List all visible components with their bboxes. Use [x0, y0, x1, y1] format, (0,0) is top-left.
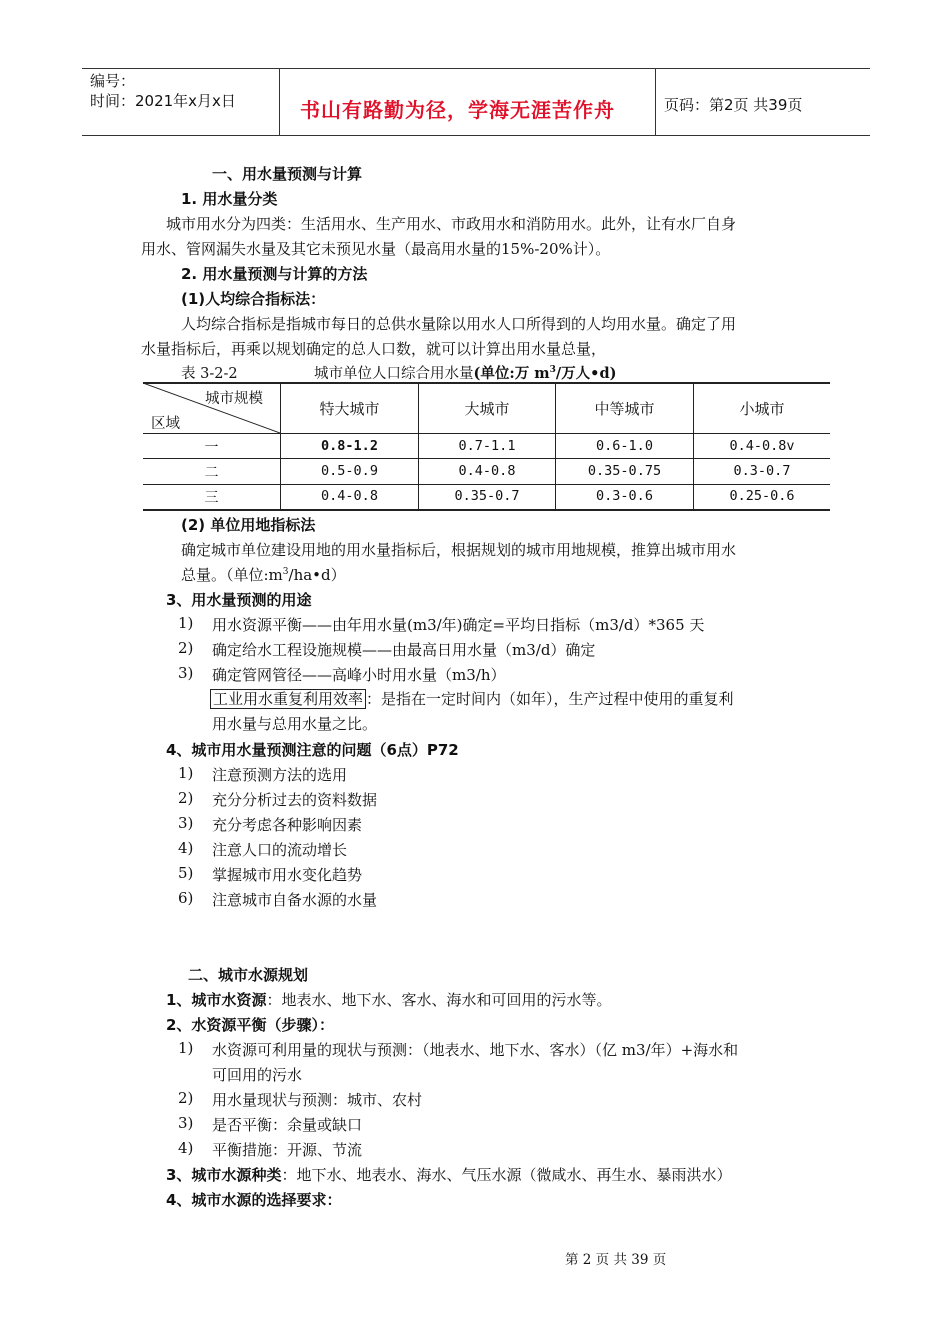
table-rule-header: [143, 433, 830, 434]
list-item: 是否平衡：余量或缺口: [212, 1116, 363, 1134]
table-row-region: 二: [204, 465, 219, 481]
table-cell: 0.7-1.1: [458, 438, 516, 454]
heading-forecast-uses: 3、用水量预测的用途: [166, 591, 312, 609]
header-page-info: 页码：第2页 共39页: [664, 96, 803, 114]
list-item-num: 2): [178, 639, 194, 657]
paragraph-water-source-types: 3、城市水源种类：地下水、地表水、海水、气压水源（微咸水、再生水、暴雨洪水）: [166, 1166, 732, 1184]
list-item-num: 1): [178, 1039, 194, 1057]
section2-title: 二、城市水源规划: [188, 966, 309, 984]
table-corner-scale-label: 城市规模: [205, 391, 263, 407]
table-row-region: 一: [204, 440, 219, 456]
footer-page-number: 第 2 页 共 39 页: [565, 1252, 667, 1268]
table-header-cell: 小城市: [739, 400, 785, 418]
list-item: 掌握城市用水变化趋势: [212, 866, 363, 884]
list-item-num: 5): [178, 864, 194, 882]
table-cell: 0.6-1.0: [596, 438, 653, 454]
heading-source-selection: 4、城市水源的选择要求：: [166, 1191, 342, 1209]
paragraph-classification-line2: 用水、管网漏失水量及其它未预见水量（最高用水量的15%-20%计）。: [141, 240, 611, 258]
list-item-num: 2): [178, 1089, 194, 1107]
heading-unit-land-method: (2) 单位用地指标法: [181, 516, 316, 534]
table-row-region: 三: [204, 490, 219, 506]
header-divider-right: [655, 68, 656, 136]
table-rule-bottom: [143, 509, 830, 511]
table-caption-unit: (单位:万 $m^3/$万人•d): [473, 365, 617, 382]
heading-forecast-notes: 4、城市用水量预测注意的问题（6点）P72: [166, 741, 459, 759]
list-item: 注意预测方法的选用: [212, 766, 348, 784]
paragraph-classification-line1: 城市用水分为四类：生活用水、生产用水、市政用水和消防用水。此外，让有水厂自身: [166, 215, 737, 233]
list-item-num: 1): [178, 614, 194, 632]
header-motto: 书山有路勤为径，学海无涯苦作舟: [300, 98, 615, 122]
table-cell: 0.3-0.6: [596, 488, 653, 504]
list-item: 平衡措施：开源、节流: [212, 1141, 363, 1159]
list-item: 注意城市自备水源的水量: [212, 891, 378, 909]
header-date-label: 时间：2021年x月x日: [90, 92, 236, 110]
header-bottom-rule: [82, 135, 870, 136]
boxed-term-reuse-efficiency: 工业用水重复利用效率: [210, 689, 366, 709]
table-header-cell: 特大城市: [319, 400, 380, 418]
header-number-label: 编号：: [90, 72, 136, 90]
heading-per-capita-method: (1)人均综合指标法：: [181, 290, 326, 308]
table-header-cell: 大城市: [464, 400, 510, 418]
table-cell: 0.3-0.7: [733, 463, 791, 479]
paragraph-per-capita-line1: 人均综合指标是指城市每日的总供水量除以用水人口所得到的人均用水量。确定了用: [181, 315, 737, 333]
list-item: 水资源可利用量的现状与预测：（地表水、地下水、客水）（亿 m3/年）+海水和: [212, 1041, 739, 1059]
table-corner-region-label: 区域: [151, 416, 180, 432]
table-rule-row2: [143, 484, 830, 485]
table-caption-title: 城市单位人口综合用水量: [314, 366, 474, 382]
header-divider-left: [279, 68, 280, 136]
list-item-num: 4): [178, 1139, 194, 1157]
table-cell: 0.4-0.8v: [729, 438, 795, 454]
list-item-num: 2): [178, 789, 194, 807]
list-item-num: 3): [178, 664, 194, 682]
table-cell: 0.5-0.9: [321, 463, 378, 479]
list-item-num: 1): [178, 764, 194, 782]
table-caption: [314, 362, 616, 383]
list-item: 用水资源平衡——由年用水量(m3/年)确定=平均日指标（m3/d）*365 天: [212, 616, 705, 634]
table-cell: 0.35-0.75: [587, 463, 662, 479]
table-cell: 0.25-0.6: [729, 488, 795, 504]
table-rule-row1: [143, 458, 830, 459]
table-caption-number: 表 3-2-2: [181, 366, 238, 382]
list-item-num: 3): [178, 1114, 194, 1132]
heading-forecast-methods: 2. 用水量预测与计算的方法: [181, 265, 368, 283]
list-item: 确定管网管径——高峰小时用水量（m3/h）: [212, 666, 506, 684]
paragraph-reuse-line2: 用水量与总用水量之比。: [212, 715, 378, 733]
list-item-num: 3): [178, 814, 194, 832]
paragraph-water-resources: 1、城市水资源：地表水、地下水、客水、海水和可回用的污水等。: [166, 991, 612, 1009]
table-cell: 0.35-0.7: [454, 488, 520, 504]
list-item: 注意人口的流动增长: [212, 841, 348, 859]
list-item: 充分分析过去的资料数据: [212, 791, 378, 809]
section1-title: 一、用水量预测与计算: [212, 165, 363, 183]
table-cell: 0.4-0.8: [458, 463, 516, 479]
list-item: 充分考虑各种影响因素: [212, 816, 363, 834]
paragraph-unit-land-line1: 确定城市单位建设用地的用水量指标后，根据规划的城市用地规模，推算出城市用水: [181, 541, 737, 559]
list-item-num: 6): [178, 889, 194, 907]
list-item-continuation: 可回用的污水: [212, 1066, 303, 1084]
table-header-cell: 中等城市: [594, 400, 655, 418]
list-item: 确定给水工程设施规模——由最高日用水量（m3/d）确定: [212, 641, 596, 659]
paragraph-per-capita-line2: 水量指标后，再乘以规划确定的总人口数，就可以计算出用水量总量，: [141, 340, 607, 358]
header-top-rule: [82, 68, 870, 69]
table-cell: 0.8-1.2: [321, 438, 378, 454]
table-cell: 0.4-0.8: [321, 488, 378, 504]
paragraph-unit-land-line2: 总量。（单位$:m^3/ha•d$）: [181, 566, 346, 584]
paragraph-reuse-line1: 工业用水重复利用效率 ：是指在一定时间内（如年），生产过程中使用的重复利: [210, 688, 734, 709]
list-item-num: 4): [178, 839, 194, 857]
heading-water-balance: 2、水资源平衡（步骤）：: [166, 1016, 334, 1034]
heading-water-classification: 1. 用水量分类: [181, 190, 278, 208]
list-item: 用水量现状与预测：城市、农村: [212, 1091, 423, 1109]
